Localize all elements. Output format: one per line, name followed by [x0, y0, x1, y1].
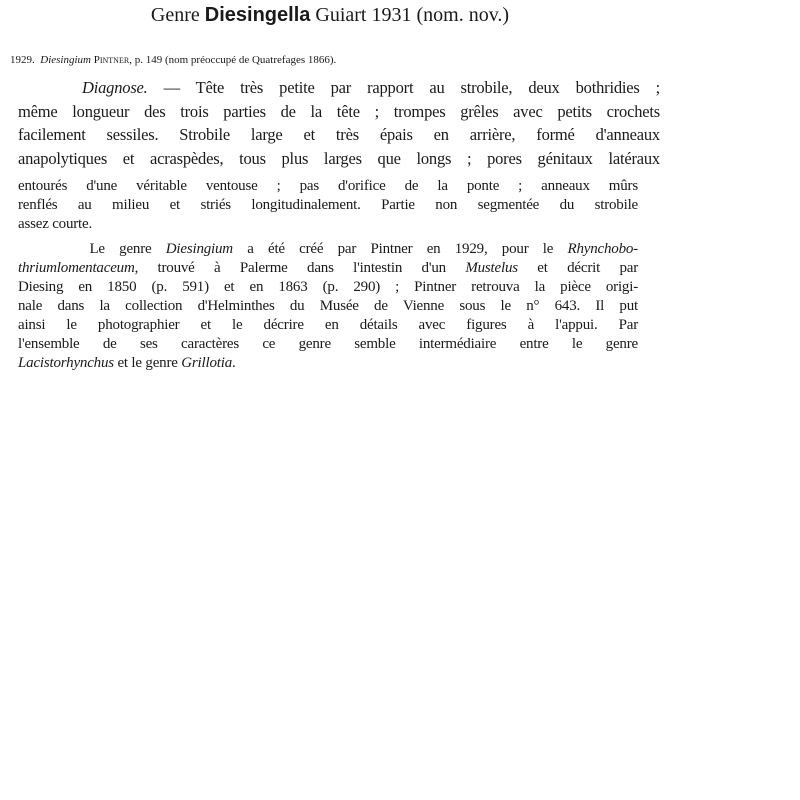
text-line — [18, 125, 660, 145]
heading-suffix: Guiart 1931 (nom. nov.) — [310, 4, 510, 26]
text-segment: , p. 149 (nom préoccupé de Quatrefages 1866). — [129, 54, 337, 66]
text-line — [18, 149, 660, 169]
italic-text: Diagnose. — [18, 78, 148, 97]
text-segment: , trouvé à Palerme dans l'intestin d'un — [134, 260, 466, 276]
text-segment: . — [232, 355, 236, 371]
synonymy-citation — [10, 54, 336, 66]
text-segment: l'ensemble de ses caractères ce genre semble intermédiaire entre le genre — [18, 336, 638, 352]
text-segment: renflés au milieu et striés longitudinalement. Partie non segmentée du strobile — [18, 197, 638, 213]
text-segment: et le genre — [113, 355, 182, 371]
italic-text: Diesingium — [165, 241, 233, 257]
text-line — [18, 216, 638, 233]
heading-prefix: Genre — [150, 4, 205, 26]
text-segment: anapolytiques et acraspèdes, tous plus larges que longs ; pores génitaux latéraux — [18, 149, 660, 168]
genus-name: Diesingella — [204, 4, 311, 26]
text-line — [18, 317, 638, 334]
italic-text: Rhynchobo- — [567, 241, 638, 257]
italic-text: Diesingium — [40, 54, 91, 66]
text-segment: Le genre — [18, 241, 166, 257]
text-segment: 1929. — [10, 54, 41, 66]
text-segment: facilement sessiles. Strobile large et très épais en arrière, formé d'anneaux — [18, 125, 660, 144]
italic-text: Grillotia — [181, 355, 232, 371]
italic-text: Mustelus — [465, 260, 518, 276]
text-line — [18, 178, 638, 195]
text-segment: ainsi le photographier et le décrire en détails avec figures à l'appui. Par — [18, 317, 638, 333]
text-segment: assez courte. — [18, 216, 93, 232]
genus-heading — [0, 4, 660, 27]
text-line — [18, 298, 638, 315]
text-segment: — Tête très petite par rapport au strobile, deux bothridies ; — [147, 78, 660, 97]
text-segment: et décrit par — [517, 260, 639, 276]
text-line — [18, 102, 660, 122]
text-segment: même longueur des trois parties de la tête ; trompes grêles avec petits crochets — [18, 102, 660, 121]
italic-text: thriumlomentaceum — [18, 260, 135, 276]
text-segment: entourés d'une véritable ventouse ; pas d'orifice de la ponte ; anneaux mûrs — [18, 178, 638, 194]
text-line — [18, 197, 638, 214]
text-line — [18, 279, 638, 296]
text-segment: a été créé par Pintner en 1929, pour le — [232, 241, 568, 257]
text-line — [18, 260, 638, 277]
text-line — [18, 355, 638, 372]
text-line — [18, 241, 638, 258]
author-name: Pintner — [90, 54, 130, 66]
text-segment: nale dans la collection d'Helminthes du Musée de Vienne sous le n° 643. Il put — [18, 298, 638, 314]
text-line — [18, 78, 660, 98]
italic-text: Lacistorhynchus — [18, 355, 114, 371]
text-line — [18, 336, 638, 353]
text-segment: Diesing en 1850 (p. 591) et en 1863 (p. 290) ; Pintner retrouva la pièce origi- — [18, 279, 638, 295]
